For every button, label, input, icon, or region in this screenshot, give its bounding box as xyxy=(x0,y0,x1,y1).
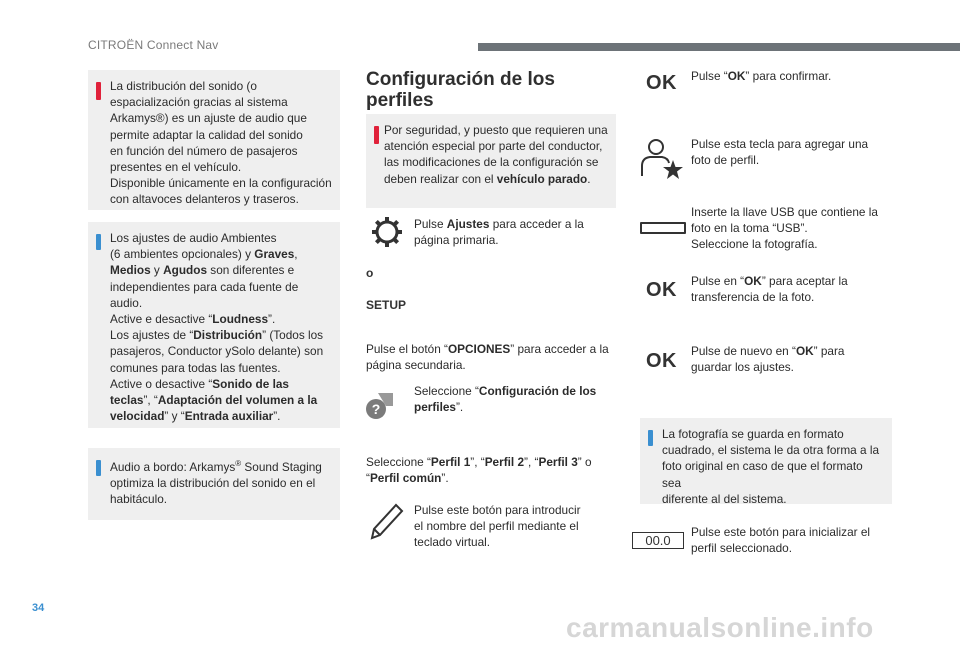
warning-icon xyxy=(374,126,379,144)
ok-button[interactable]: OK xyxy=(646,279,677,301)
section-heading: Configuración de los perfiles xyxy=(366,69,555,111)
or-label: o xyxy=(366,266,374,280)
add-photo-person-icon[interactable] xyxy=(640,136,686,180)
step-accept-transfer: Pulse en “OK” para aceptar la transferencia de la foto. xyxy=(691,274,848,304)
ok-button[interactable]: OK xyxy=(646,350,677,372)
info-text: Audio a bordo: Arkamys® Sound Staging optimiza la distribución del sonido en el habitáculo. xyxy=(110,459,322,507)
settings-gear-icon[interactable] xyxy=(370,215,404,249)
info-icon xyxy=(96,460,101,476)
pencil-icon[interactable] xyxy=(368,502,404,540)
info-icon xyxy=(96,234,101,250)
ok-button[interactable]: OK xyxy=(646,72,677,94)
info-icon xyxy=(648,430,653,446)
warning-text: La distribución del sonido (o espacialización gracias al sistema Arkamys®) es un ajuste de audio que permite adaptar la calidad del sonido en función del número de pasajeros presentes en el vehículo. Disponible únicamente en la configuración con altavoces delanteros y traseros. xyxy=(110,79,332,207)
step-reset-profile: Pulse este botón para inicializar el perfil seleccionado. xyxy=(691,525,871,555)
step-enter-profile-name: Pulse este botón para introducir el nombre del perfil mediante el teclado virtual. xyxy=(414,503,581,549)
warning-text: Por seguridad, y puesto que requieren una atención especial por parte del conductor, las modificaciones de la configuración se deben realizar con el vehículo parado. xyxy=(384,123,608,186)
reset-profile-button[interactable]: 00.0 xyxy=(632,532,684,549)
step-save-settings: Pulse de nuevo en “OK” para guardar los ajustes. xyxy=(691,344,845,374)
warning-box-vehicle-stopped xyxy=(366,114,616,208)
info-text: La fotografía se guarda en formato cuadrado, el sistema le da otra forma a la foto original en caso de que el formato sea diferente al del sistema. xyxy=(662,427,880,506)
info-text: Los ajustes de audio Ambientes (6 ambientes opcionales) y Graves, Medios y Agudos son diferentes e independientes para cada fuente de audio. Active e desactive “Loudness”. Los ajustes de “Distribución” (Todos los pasajeros, Conductor ySolo delante) son comunes para todas las fuentes. Active o desactive “Sonido de las teclas”, “Adaptación del volumen a la velocidad” y “Entrada auxiliar”. xyxy=(110,231,324,424)
para-options: Pulse el botón “OPCIONES” para acceder a la página secundaria. xyxy=(366,342,609,372)
info-box-audio-settings xyxy=(88,222,340,428)
step-select-profiles-config: Seleccione “Configuración de los perfiles”. xyxy=(414,384,597,414)
header-bar xyxy=(478,43,960,51)
info-box-photo-format xyxy=(640,418,892,504)
step-open-settings: Pulse Ajustes para acceder a la página primaria. xyxy=(414,217,584,247)
svg-text:?: ? xyxy=(371,401,381,417)
manual-title: CITROËN Connect Nav xyxy=(88,38,219,52)
warning-icon xyxy=(96,82,101,100)
watermark: carmanualsonline.info xyxy=(566,612,874,643)
para-select-profile: Seleccione “Perfil 1”, “Perfil 2”, “Perfil 3” o “Perfil común”. xyxy=(366,455,592,485)
help-question-icon[interactable] xyxy=(364,392,396,422)
step-confirm: Pulse “OK” para confirmar. xyxy=(691,69,832,83)
info-box-arkamys xyxy=(88,448,340,520)
setup-button[interactable]: SETUP xyxy=(366,298,407,312)
step-insert-usb: Inserte la llave USB que contiene la foto en la toma “USB”. Seleccione la fotografía. xyxy=(691,205,878,251)
page-number: 34 xyxy=(32,602,45,614)
warning-box-sound-distribution xyxy=(88,70,340,210)
step-add-photo: Pulse esta tecla para agregar una foto de perfil. xyxy=(691,137,869,167)
usb-select-bar-icon[interactable] xyxy=(640,222,686,234)
